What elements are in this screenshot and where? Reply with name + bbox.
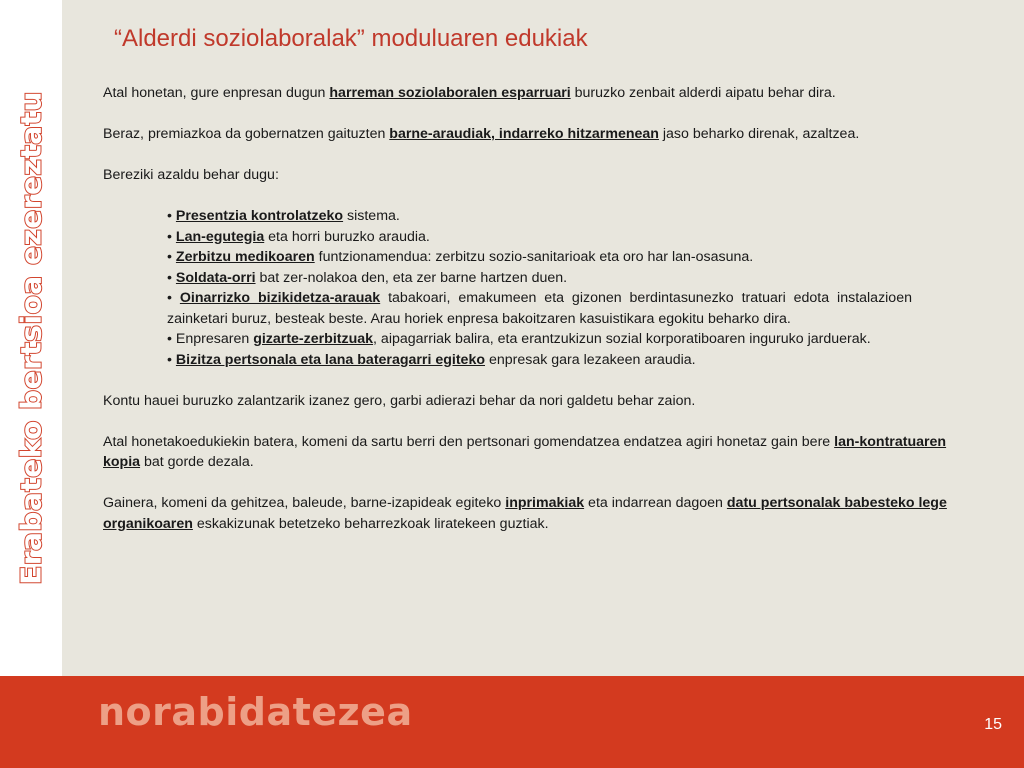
bullet-item: • Presentzia kontrolatzeko sistema. (167, 208, 400, 224)
bullet-item: • Zerbitzu medikoaren funtzionamendua: zerbitzu sozio-sanitarioak eta oro har lan-osasuna. (167, 249, 754, 265)
slide-content (62, 0, 1024, 676)
highlight-term: inprimakiak (505, 495, 585, 511)
bullet-term: Zerbitzu medikoaren (175, 249, 315, 265)
bullet-item: • Lan-egutegia eta horri buruzko araudia. (167, 228, 430, 245)
bullet-term: Oinarrizko bizikidetza-arauak (179, 290, 381, 306)
bullet-item: • Oinarrizko bizikidetza-arauak tabakoari, emakumeen eta gizonen berdintasunezko tratuari edota instalazioen zainketari buruz, besteak beste. Arau horiek enpresa bakoitzaren kasuistikara egokitu beharko dira. (167, 290, 912, 327)
bullet-item: • Soldata-orri bat zer-nolakoa den, eta zer barne hartzen duen. (167, 269, 568, 286)
paragraph-3: Bereziki azaldu behar dugu: (103, 167, 279, 183)
paragraph-1: Atal honetan, gure enpresan dugun harreman soziolaboralen esparruari buruzko zenbait alderdi aipatu behar dira. (103, 85, 836, 101)
bullet-term: Bizitza pertsonala eta lana bateragarri egiteko (175, 351, 485, 368)
paragraph-5: Atal honetakoedukiekin batera, komeni da sartu berri den pertsonari gomendatzea endatzea agiri honetaz gain bere lan-kontratuaren kopia bat gorde dezala. (103, 433, 947, 470)
highlight-term: datu pertsonalak babesteko lege organikoaren (103, 495, 947, 532)
bullet-list (103, 206, 912, 370)
highlight-term: lan-kontratuaren kopia (103, 433, 947, 470)
bullet-term: gizarte-zerbitzuak (253, 331, 374, 347)
paragraph-4: Kontu hauei buruzko zalantzarik izanez gero, garbi adierazi behar da nori galdetu behar zaion. (103, 392, 696, 409)
bullet-term: Lan-egutegia (175, 228, 265, 245)
bullet-term: Soldata-orri (175, 269, 256, 286)
bullet-item: • Enpresaren gizarte-zerbitzuak, aipagarriak balira, eta erantzukizun sozial korporatiboaren inguruko jarduerak. (167, 331, 871, 347)
vertical-title: Erabateko bertsioa ezereztatu (14, 91, 48, 585)
paragraph-2: Beraz, premiazkoa da gobernatzen gaituzten barne-araudiak, indarreko hitzarmenean jaso beharko direnak, azaltzea. (103, 126, 860, 142)
paragraph-6: Gainera, komeni da gehitzea, baleude, barne-izapideak egiteko inprimakiak eta indarrean dagoen datu pertsonalak babesteko lege organikoaren eskakizunak betetzeko beharrezkoak liratekeen guztiak. (103, 495, 947, 532)
slide-title: “Alderdi soziolaboralak” moduluaren edukiak (114, 25, 588, 52)
bullet-term: Presentzia kontrolatzeko (175, 208, 344, 224)
page-number: 15 (984, 716, 1002, 733)
sidebar (0, 0, 62, 676)
brand-logo: norabidatezea (98, 690, 413, 734)
highlight-term: barne-araudiak, indarreko hitzarmenean (389, 126, 659, 142)
footer-bar (0, 676, 1024, 768)
bullet-item: • Bizitza pertsonala eta lana bateragarri egiteko enpresak gara lezakeen araudia. (167, 351, 696, 368)
body-text (103, 83, 965, 555)
highlight-term: harreman soziolaboralen esparruari (329, 85, 571, 101)
